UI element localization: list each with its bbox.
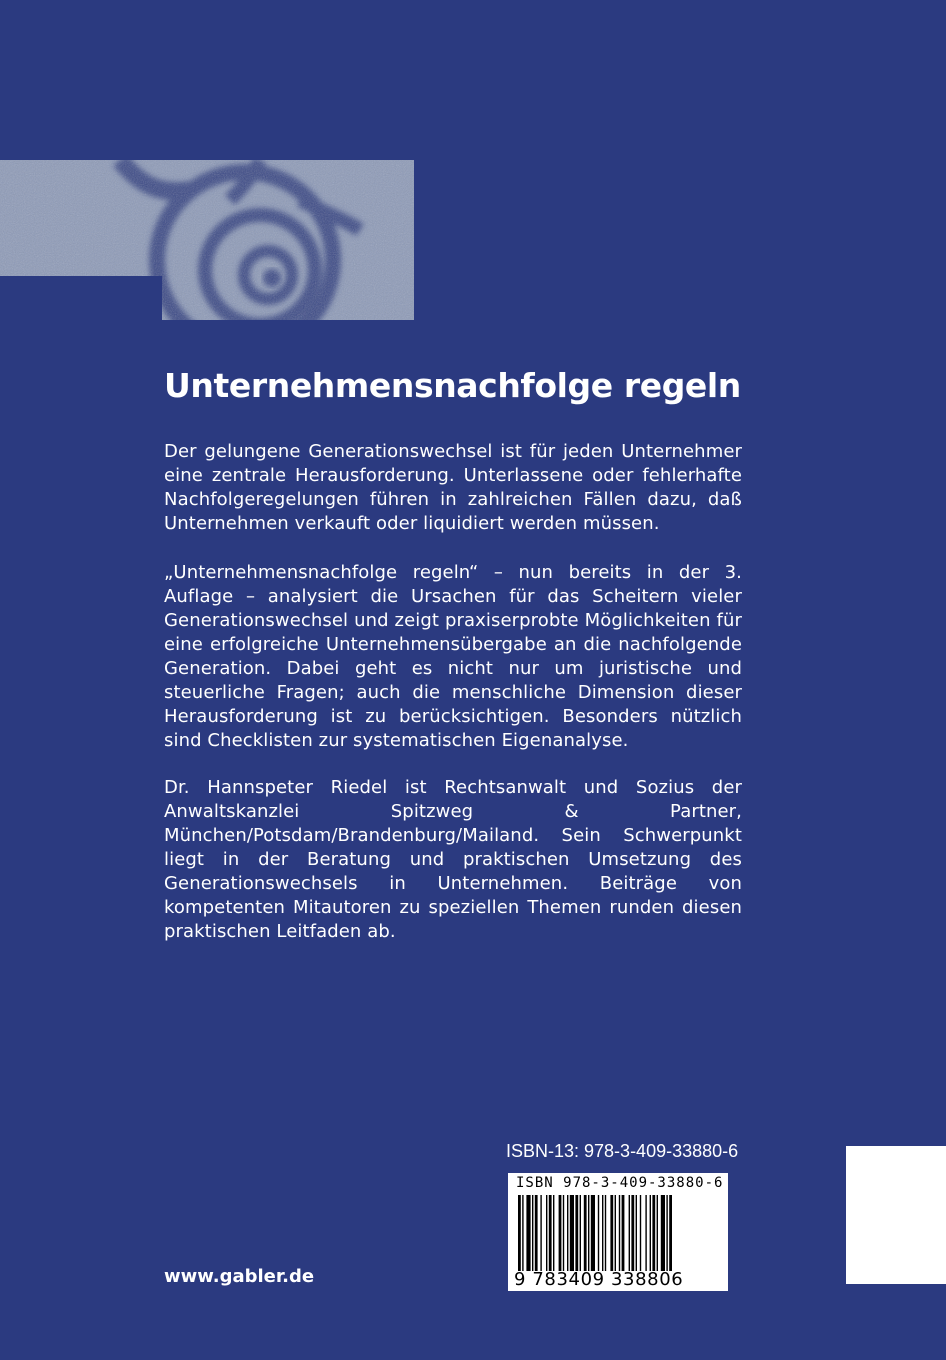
- barcode-bars-icon: [512, 1195, 724, 1271]
- white-label-area: [846, 1146, 946, 1284]
- barcode-digits: 9 783409 338806: [514, 1269, 684, 1290]
- description-paragraph-1: Der gelungene Generationswechsel ist für jeden Unternehmer eine zentrale Herausforderung. Unterlassene oder fehlerhafte Nachfolgeregelungen führen in zahlreichen Fällen dazu, daß Unternehmen verkauft oder liquidiert werden müssen.: [164, 441, 742, 534]
- barcode-isbn-text: ISBN 978-3-409-33880-6: [516, 1175, 724, 1191]
- description-paragraph-2: „Unternehmensnachfolge regeln“ – nun bereits in der 3. Auflage – analysiert die Ursachen für das Scheitern vieler Generationswechsel und zeigt praxiserprobte Möglichkeiten für eine erfolgreiche Unternehmensübergabe an die nachfolgende Generation. Dabei geht es nicht nur um juristische und steuerliche Fragen; auch die menschliche Dimension dieser Herausforderung ist zu berücksichtigen. Besonders nützlich sind Checklisten zur systematischen Eigenanalyse.: [164, 562, 742, 751]
- isbn13-label: ISBN-13: 978-3-409-33880-6: [506, 1141, 739, 1161]
- author-paragraph: Dr. Hannspeter Riedel ist Rechtsanwalt und Sozius der Anwaltskanzlei Spitzweg & Partner, München/Potsdam/Brandenburg/Mailand. Sein Schwerpunkt liegt in der Beratung und praktischen Umsetzung des Generationswechsels in Unternehmen. Beiträge von kompetenten Mitautoren zu speziellen Themen runden diesen praktischen Leitfaden ab.: [164, 777, 742, 942]
- publisher-website: www.gabler.de: [164, 1266, 315, 1287]
- isbn-barcode: [508, 1173, 728, 1291]
- book-title: Unternehmensnachfolge regeln: [164, 366, 741, 405]
- photo-notch: [0, 276, 162, 320]
